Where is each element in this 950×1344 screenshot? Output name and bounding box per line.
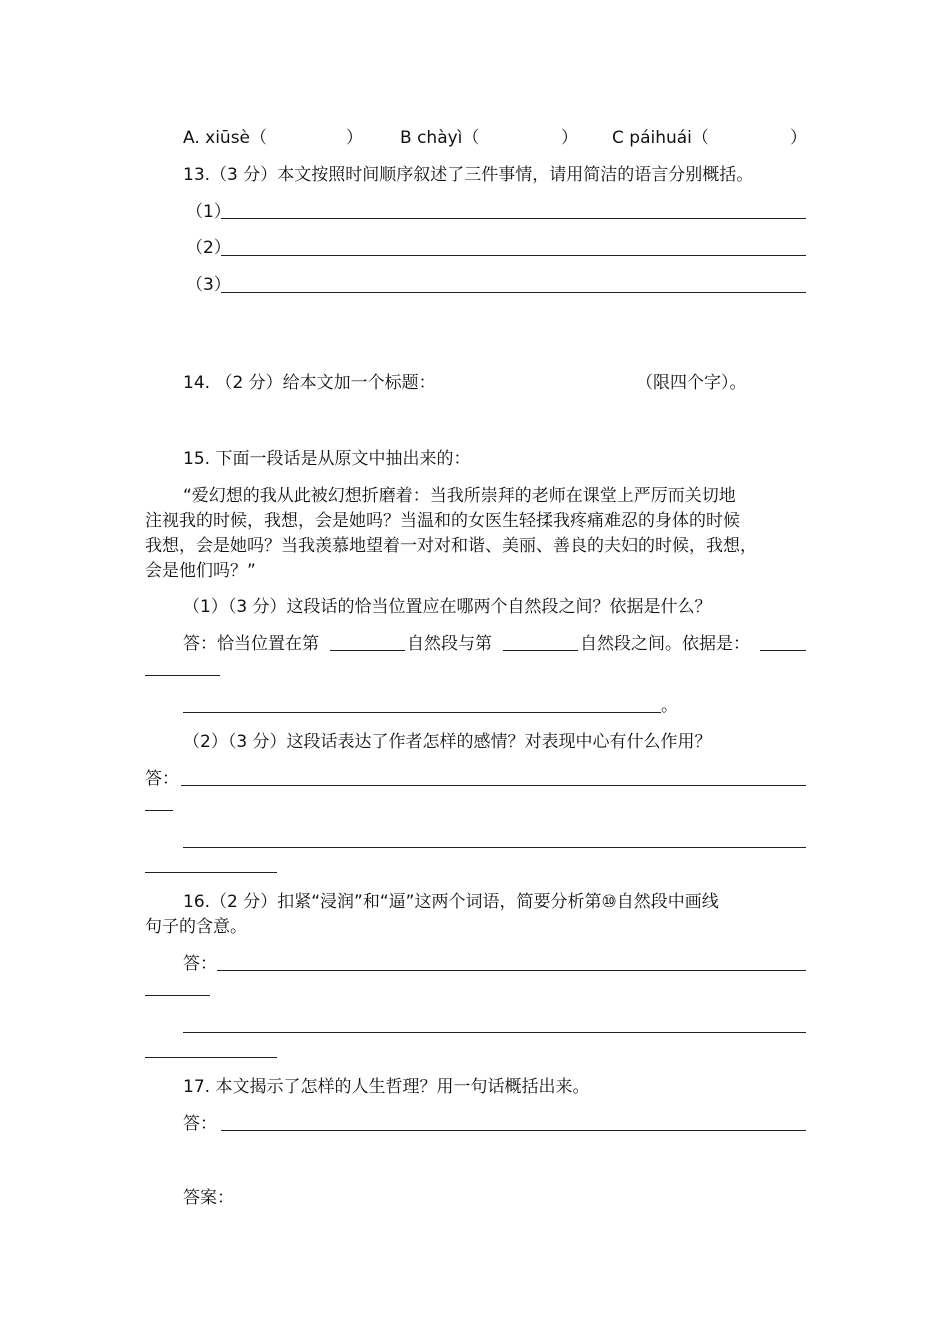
q13-item-2-label: （2） [186, 238, 231, 258]
q12-option-a-label: A. xiūsè（ [183, 128, 268, 148]
q13-prompt: 13.（3 分）本文按照时间顺序叙述了三件事情，请用简洁的语言分别概括。 [183, 165, 754, 185]
q13-item-2-answer-line[interactable] [221, 255, 806, 256]
q15-sub1-answer-b: 自然段与第 [407, 634, 492, 654]
q15-sub2-answer-label: 答： [145, 769, 179, 789]
q15-quote-line-2: 注视我的时候，我想，会是她吗？当温和的女医生轻揉我疼痛难忍的身体的时候 [145, 511, 740, 531]
q14-note: （限四个字）。 [636, 373, 747, 393]
q16-answer-label: 答： [183, 954, 217, 974]
q16-answer-line-2-cont[interactable] [145, 1057, 277, 1058]
q15-sub1-answer-c: 自然段之间。依据是： [580, 634, 750, 654]
q13-item-3-answer-line[interactable] [221, 292, 806, 293]
q15-sub2-answer-line-2[interactable] [183, 847, 806, 848]
q15-sub1-answer-a: 答：恰当位置在第 [183, 634, 319, 654]
q13-item-3-label: （3） [186, 275, 231, 295]
q15-paragraph-from-blank[interactable] [330, 650, 405, 651]
q15-paragraph-to-blank[interactable] [503, 650, 578, 651]
q17-answer-line[interactable] [221, 1130, 806, 1131]
q15-quote-line-1: “爱幻想的我从此被幻想折磨着：当我所崇拜的老师在课堂上严厉而关切地 [183, 486, 736, 506]
q15-prompt: 15. 下面一段话是从原文中抽出来的： [183, 449, 471, 469]
q15-sub2-prompt: （2）（3 分）这段话表达了作者怎样的感情？对表现中心有什么作用？ [183, 732, 712, 752]
q16-prompt-line-1: 16.（2 分）扣紧“浸润”和“逼”这两个词语，简要分析第⑩自然段中画线 [183, 892, 719, 912]
q13-item-1-label: （1） [186, 202, 231, 222]
q17-prompt: 17. 本文揭示了怎样的人生哲理？用一句话概括出来。 [183, 1077, 590, 1097]
q15-sub1-end-mark: 。 [661, 696, 678, 716]
q15-basis-line-1-cont[interactable] [145, 675, 220, 676]
q13-item-1-answer-line[interactable] [221, 218, 806, 219]
q15-sub1-prompt: （1）（3 分）这段话的恰当位置应在哪两个自然段之间？依据是什么？ [183, 597, 712, 617]
q15-sub2-answer-line-2-cont[interactable] [145, 872, 277, 873]
q15-basis-line-1[interactable] [760, 650, 806, 651]
q15-quote-line-3: 我想，会是她吗？当我羡慕地望着一对对和谐、美丽、善良的夫妇的时候，我想， [145, 536, 757, 556]
q15-sub2-answer-line-1-cont[interactable] [145, 810, 173, 811]
q12-option-b-label: B chàyì（ [400, 128, 480, 148]
q16-answer-line-1[interactable] [217, 970, 806, 971]
q12-option-a-close: ） [346, 128, 363, 148]
answer-heading: 答案： [183, 1188, 234, 1208]
q14-prompt: 14. （2 分）给本文加一个标题： [183, 373, 436, 393]
q12-option-b-close: ） [561, 128, 578, 148]
q17-answer-label: 答： [183, 1114, 217, 1134]
q15-sub2-answer-line-1[interactable] [181, 785, 806, 786]
q15-basis-line-2[interactable] [183, 712, 661, 713]
q16-answer-line-1-cont[interactable] [145, 995, 210, 996]
q16-answer-line-2[interactable] [183, 1032, 806, 1033]
q16-prompt-line-2: 句子的含意。 [145, 917, 247, 937]
q12-option-c-close: ） [790, 128, 807, 148]
q15-quote-line-4: 会是他们吗？” [145, 561, 256, 581]
q12-option-c-label: C páihuái（ [612, 128, 709, 148]
